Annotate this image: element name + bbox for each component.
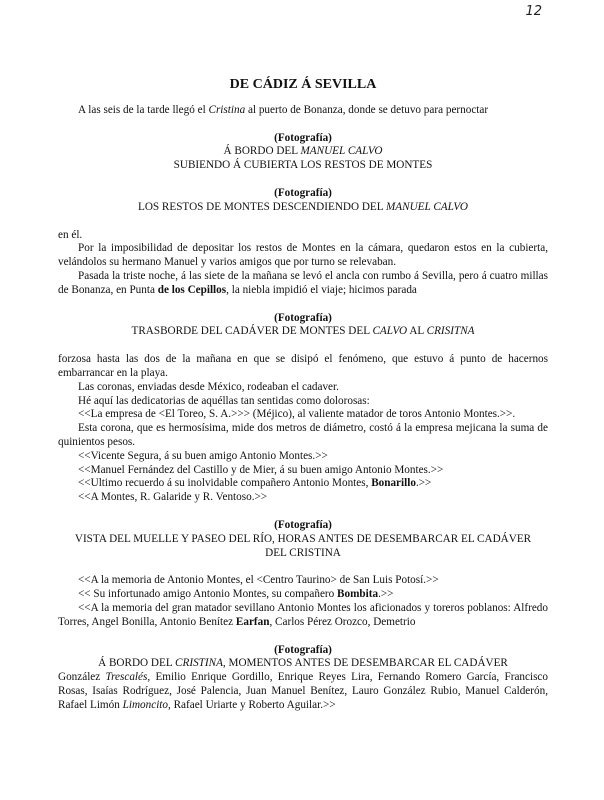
quote-centro-taurino: <<A la memoria de Antonio Montes, el <Centro Taurino> de San Luis Potosí.>> bbox=[78, 574, 439, 587]
paragraph-camara: Por la imposibilidad de depositar los restos de Montes en la cámara, quedaron estos en la cubierta, velándolos su hermano Manuel y varios amigos que por turno se relevaban. bbox=[58, 242, 548, 269]
document-body bbox=[58, 78, 548, 712]
paragraph-triste-noche: Pasada la triste noche, á las siete de la mañana se levó el ancla con rumbo á Sevilla, pero á cuatro millas de Bonanza, en Punta de los Cepillos, la niebla impidió el viaje; hicimos parada bbox=[58, 269, 548, 296]
photo-tag: (Fotografía) bbox=[274, 311, 332, 324]
quote-galaride: <<A Montes, R. Galaride y R. Ventoso.>> bbox=[78, 491, 268, 504]
paragraph-dedicatorias: Hé aquí las dedicatorias de aquéllas tan sentidas como dolorosas: bbox=[78, 394, 370, 407]
paragraph-forzosa: forzosa hasta las dos de la mañana en que se disipó el fenómeno, que estuvo á punto de hacernos embarrancar en la playa. bbox=[58, 353, 548, 379]
quote-el-toreo: <<La empresa de <El Toreo, S. A.>>> (Méjico), al valiente matador de toros Antonio Montes.>>. bbox=[78, 408, 516, 421]
paragraph-corona: Esta corona, que es hermosísima, mide dos metros de diámetro, costó á la empresa mejicana la suma de quinientos pesos. bbox=[58, 422, 548, 448]
paragraph-names: González Trescalés, Emilio Enrique Gordillo, Enrique Reyes Lira, Fernando Romero García, Francisco Rosas, Isaías Rodríguez, José Palencia, Juan Manuel Benítez, Lauro González Rubio, Manuel Calderón, Rafael Limón Limoncito, Rafael Uriarte y Roberto Aguilar.>> bbox=[58, 671, 548, 711]
chapter-title: DE CÁDIZ Á SEVILLA bbox=[229, 77, 377, 92]
quote-fernandez-castillo: <<Manuel Fernández del Castillo y de Mier, á su buen amigo Antonio Montes.>> bbox=[78, 463, 444, 476]
photo-caption-5: (Fotografía) Á BORDO DEL CRISTINA, MOMENTOS ANTES DE DESEMBARCAR EL CADÁVER bbox=[58, 644, 548, 672]
photo-tag: (Fotografía) bbox=[274, 186, 332, 199]
paragraph-coronas: Las coronas, enviadas desde México, rodeaban el cadaver. bbox=[78, 380, 339, 393]
photo-tag: (Fotografía) bbox=[274, 643, 332, 656]
photo-caption-3: (Fotografía) TRASBORDE DEL CADÁVER DE MONTES DEL CALVO AL CRISITNA bbox=[58, 312, 548, 340]
quote-vicente-segura: <<Vicente Segura, á su buen amigo Antonio Montes.>> bbox=[78, 449, 328, 462]
photo-caption-2: (Fotografía) LOS RESTOS DE MONTES DESCENDIENDO DEL MANUEL CALVO bbox=[58, 187, 548, 215]
photo-tag: (Fotografía) bbox=[274, 518, 332, 531]
quote-poblanos: <<A la memoria del gran matador sevillano Antonio Montes los aficionados y toreros poblanos: Alfredo Torres, Angel Bonilla, Antonio Benítez Earfan, Carlos Pérez Orozco, Demetrio bbox=[58, 601, 548, 628]
photo-caption-4: (Fotografía) VISTA DEL MUELLE Y PASEO DEL RÍO, HORAS ANTES DE DESEMBARCAR EL CADÁVER DEL CRISTINA bbox=[58, 519, 548, 560]
quote-bonarillo: <<Ultimo recuerdo á su inolvidable compañero Antonio Montes, Bonarillo.>> bbox=[78, 477, 432, 490]
photo-caption-1: (Fotografía) Á BORDO DEL MANUEL CALVO SUBIENDO Á CUBIERTA LOS RESTOS DE MONTES bbox=[58, 132, 548, 173]
paragraph-en-el: en él. bbox=[58, 228, 83, 241]
page-number: 12 bbox=[525, 4, 542, 19]
intro-paragraph: A las seis de la tarde llegó el Cristina al puerto de Bonanza, donde se detuvo para pernoctar bbox=[78, 103, 489, 116]
quote-bombita: << Su infortunado amigo Antonio Montes, su compañero Bombita.>> bbox=[78, 588, 394, 601]
photo-tag: (Fotografía) bbox=[274, 131, 332, 144]
